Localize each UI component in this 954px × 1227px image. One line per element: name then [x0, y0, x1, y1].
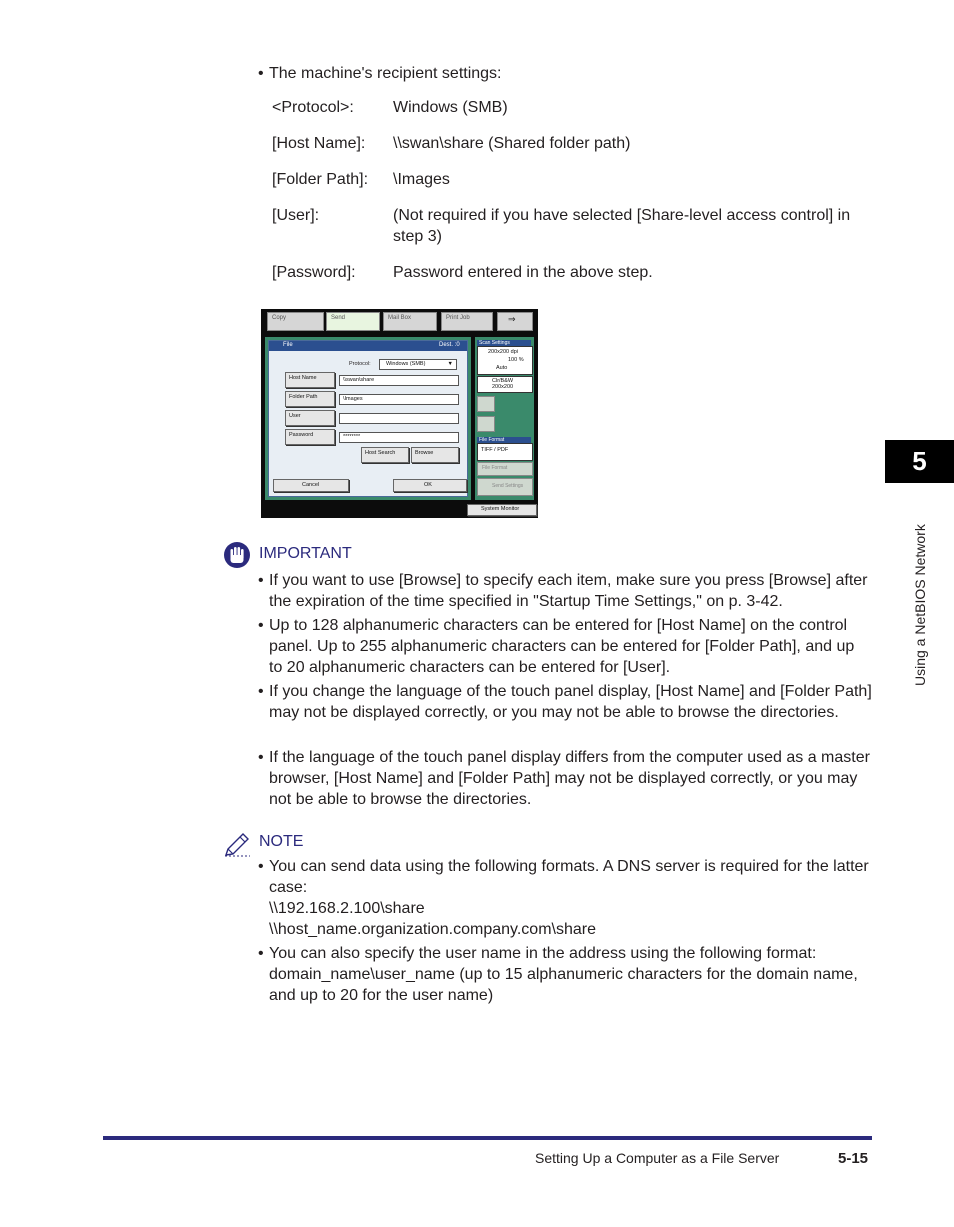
chapter-side-label: Using a NetBIOS Network	[912, 524, 928, 686]
system-monitor-button[interactable]: System Monitor	[467, 504, 537, 516]
browse-button[interactable]: Browse	[411, 447, 459, 463]
touch-panel-screenshot	[261, 309, 538, 518]
setting-label: [User]:	[272, 207, 320, 224]
chapter-number-tab: 5	[885, 440, 954, 483]
footer-rule	[103, 1136, 872, 1140]
folder-path-button[interactable]: Folder Path	[285, 391, 335, 407]
file-format-box[interactable]: TIFF / PDF	[477, 443, 533, 461]
note-item: • You can send data using the following formats. A DNS server is required for the latter case: \\192.168.2.100\share \\host_name.organization.company.com\share	[258, 856, 872, 940]
setting-label: [Password]:	[272, 264, 356, 281]
setting-value: Password entered in the above step.	[393, 264, 653, 281]
protocol-label: Protocol:	[349, 361, 371, 367]
page-number: 5-15	[838, 1150, 869, 1167]
setting-label: [Host Name]:	[272, 135, 366, 152]
note-heading: NOTE	[259, 833, 304, 850]
send-settings-button[interactable]: Send Settings	[477, 478, 533, 496]
file-dialog	[265, 337, 471, 500]
cancel-button[interactable]: Cancel	[273, 479, 349, 492]
setting-label: <Protocol>:	[272, 99, 354, 116]
ok-button[interactable]: OK	[393, 479, 467, 492]
user-field[interactable]	[339, 413, 459, 424]
intro-bullet: • The machine's recipient settings:	[258, 63, 872, 84]
user-button[interactable]: User	[285, 410, 335, 426]
setting-value: Windows (SMB)	[393, 99, 508, 116]
example-address-ip: \\192.168.2.100\share	[269, 900, 425, 917]
password-button[interactable]: Password	[285, 429, 335, 445]
duplex-icon[interactable]	[477, 416, 495, 432]
important-item: • If you change the language of the touch panel display, [Host Name] and [Folder Path] may not be displayed correctly, or you may not be able to browse the directories.	[258, 683, 872, 721]
file-format-heading: File Format	[479, 437, 505, 443]
host-search-button[interactable]: Host Search	[361, 447, 409, 463]
protocol-select[interactable]: Windows (SMB) ▼	[379, 359, 457, 370]
scan-settings-heading: Scan Settings	[479, 340, 510, 346]
setting-value: \\swan\share (Shared folder path)	[393, 135, 631, 152]
important-item: • Up to 128 alphanumeric characters can be entered for [Host Name] on the control panel. Up to 255 alphanumeric characters can be entered for [Folder Path], and up to 20 alphanumeric characters can be entered for [User].	[258, 617, 855, 676]
file-format-button[interactable]: File Format	[477, 462, 533, 476]
color-mode-box[interactable]: Clr/B&W 200x200	[477, 376, 533, 393]
intro-text: The machine's recipient settings:	[269, 65, 502, 82]
chevron-down-icon: ▼	[447, 361, 453, 367]
host-name-field[interactable]: \\swan\share	[339, 375, 459, 386]
tab-copy[interactable]: Copy	[267, 312, 324, 331]
tab-send[interactable]: Send	[326, 312, 380, 331]
important-heading: IMPORTANT	[259, 545, 352, 562]
folder-path-field[interactable]: \Images	[339, 394, 459, 405]
arrow-right-icon[interactable]: ⇒	[497, 312, 533, 331]
important-item: • If you want to use [Browse] to specify each item, make sure you press [Browse] after the expiration of the time specified in "Startup Time Settings," on p. 3-42.	[258, 572, 868, 610]
hand-stop-icon	[223, 541, 251, 569]
dest-count: Dest. :0	[439, 342, 460, 348]
example-address-host: \\host_name.organization.company.com\share	[269, 921, 596, 938]
host-name-button[interactable]: Host Name	[285, 372, 335, 388]
scan-settings-box[interactable]: 200x200 dpi 100 % Auto	[477, 346, 533, 375]
dialog-title: File	[283, 342, 293, 348]
important-item: • If the language of the touch panel display differs from the computer used as a master browser, [Host Name] and [Folder Path] may not be displayed correctly, or you may not be able to browse the directories.	[258, 749, 870, 808]
footer-title: Setting Up a Computer as a File Server	[535, 1150, 780, 1166]
tab-mail-box[interactable]: Mail Box	[383, 312, 437, 331]
setting-label: [Folder Path]:	[272, 171, 369, 188]
note-item: • You can also specify the user name in the address using the following format: domain_name\user_name (up to 15 alphanumeric characters for the domain name, and up to 20 for the user name)	[258, 945, 858, 1004]
setting-value: (Not required if you have selected [Share-level access control] in step 3)	[393, 207, 851, 245]
page-icon[interactable]	[477, 396, 495, 412]
password-field[interactable]: ********	[339, 432, 459, 443]
setting-value: \Images	[393, 171, 450, 188]
tab-print-job[interactable]: Print Job	[441, 312, 493, 331]
side-settings-panel	[475, 337, 534, 500]
pencil-icon	[223, 832, 251, 858]
